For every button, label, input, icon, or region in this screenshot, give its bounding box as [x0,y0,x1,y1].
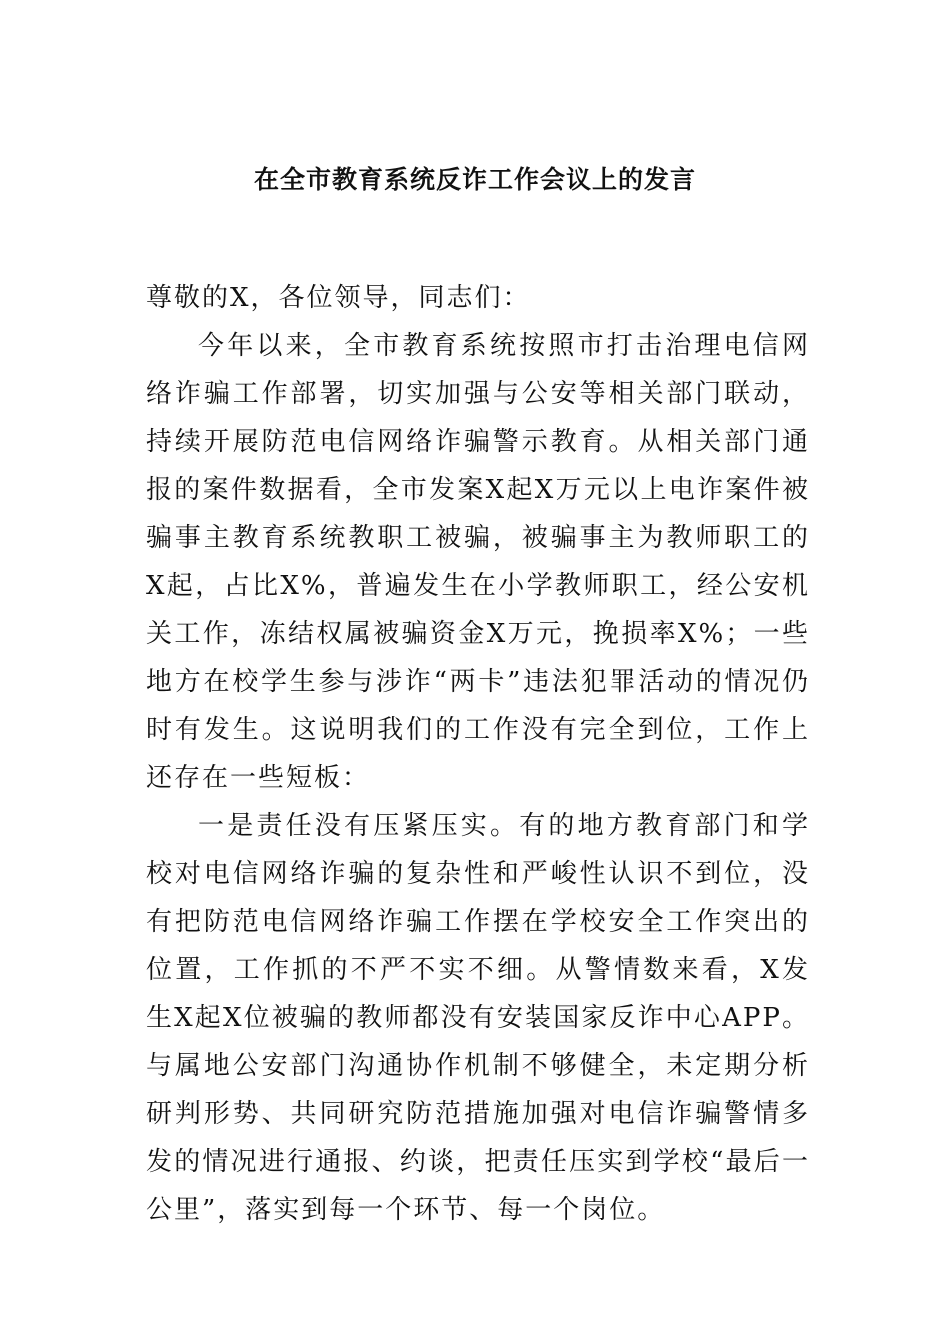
document-body [146,274,810,1234]
paragraph-2: 一是责任没有压紧压实。有的地方教育部门和学校对电信网络诈骗的复杂性和严峻性认识不到位，没有把防范电信网络诈骗工作摆在学校安全工作突出的位置，工作抓的不严不实不细。从警情数来看，X发生X起X位被骗的教师都没有安装国家反诈中心APP。与属地公安部门沟通协作机制不够健全，未定期分析研判形势、共同研究防范措施加强对电信诈骗警情多发的情况进行通报、约谈，把责任压实到学校“最后一公里”，落实到每一个环节、每一个岗位。 [146,811,810,1225]
paragraph-1: 今年以来，全市教育系统按照市打击治理电信网络诈骗工作部署，切实加强与公安等相关部门联动，持续开展防范电信网络诈骗警示教育。从相关部门通报的案件数据看，全市发案X起X万元以上电诈案件被骗事主教育系统教职工被骗，被骗事主为教师职工的X起，占比X%，普遍发生在小学教师职工，经公安机关工作，冻结权属被骗资金X万元，挽损率X%；一些地方在校学生参与涉诈“两卡”违法犯罪活动的情况仍时有发生。这说明我们的工作没有完全到位，工作上还存在一些短板： [146,331,810,793]
document-title: 在全市教育系统反诈工作会议上的发言 [253,165,696,194]
salutation: 尊敬的X，各位领导，同志们： [146,283,531,313]
